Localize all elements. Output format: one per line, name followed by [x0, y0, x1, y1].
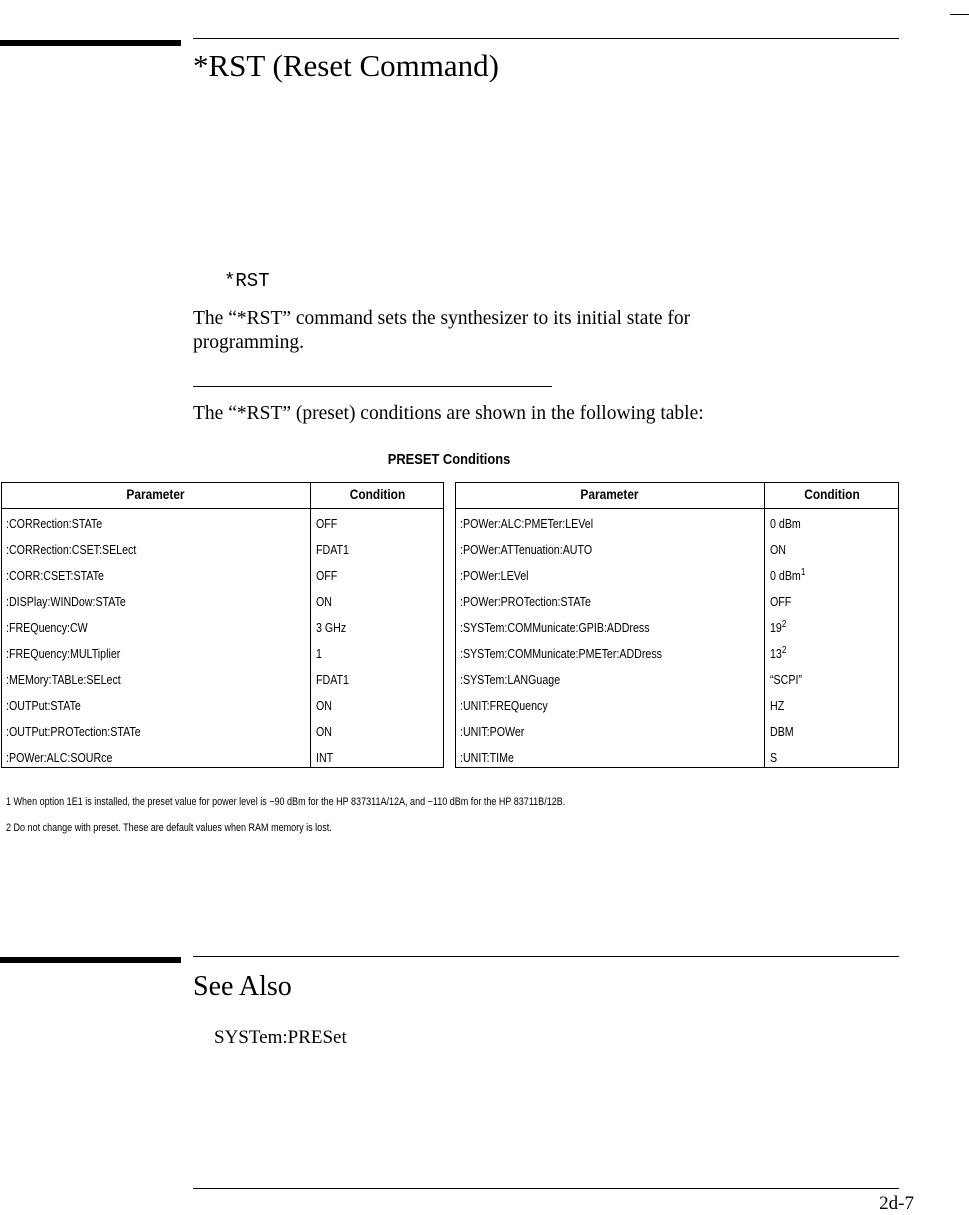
table-cell-condition: $13^2$	[770, 645, 787, 661]
table-cell-condition: OFF	[316, 516, 338, 531]
table-cell-parameter: :POWer:LEVel	[460, 568, 529, 583]
table-cell-parameter: :CORRection:STATe	[6, 516, 103, 531]
footnote-2: 2 Do not change with preset. These are default values when RAM memory is lost.	[6, 822, 332, 834]
corner-mark	[950, 14, 969, 15]
section-bar	[0, 40, 181, 46]
table-cell-condition: ON	[316, 594, 332, 609]
table-cell-parameter: :CORR:CSET:STATe	[6, 568, 104, 583]
table-cell-condition: DBM	[770, 724, 794, 739]
table-cell-condition: ON	[316, 698, 332, 713]
description-text: The “*RST” command sets the synthesizer to its initial state for programming.	[193, 308, 691, 353]
table-cell-condition: “SCPI”	[770, 672, 802, 687]
table-cell-condition: OFF	[770, 594, 792, 609]
right-header-parameter: Parameter	[580, 487, 639, 502]
left-header-rule	[1, 508, 444, 509]
page-title: *RST (Reset Command)	[193, 48, 499, 83]
table-cell-parameter: :POWer:PROTection:STATe	[460, 594, 591, 609]
table-cell-parameter: :FREQuency:CW	[6, 620, 88, 635]
table-cell-parameter: :SYSTem:LANGuage	[460, 672, 561, 687]
table-cell-condition: 3 GHz	[316, 620, 347, 635]
table-cell-parameter: :OUTPut:PROTection:STATe	[6, 724, 141, 739]
table-cell-condition: $19^2$	[770, 619, 787, 635]
table-cell-condition: 0 dBm$^1$	[770, 567, 806, 583]
table-cell-parameter: :POWer:ALC:PMETer:LEVel	[460, 516, 594, 531]
table-cell-parameter: :SYSTem:COMMunicate:PMETer:ADDress	[460, 646, 663, 661]
see-also-link[interactable]: SYSTem:PRESet	[214, 1027, 347, 1048]
left-header-condition: Condition	[349, 487, 406, 502]
short-rule	[193, 386, 552, 387]
section-rule	[193, 956, 899, 957]
table-cell-condition: OFF	[316, 568, 338, 583]
table-cell-parameter: :CORRection:CSET:SELect	[6, 542, 137, 557]
table-cell-condition: ON	[316, 724, 332, 739]
table-cell-parameter: :SYSTem:COMMunicate:GPIB:ADDress	[460, 620, 650, 635]
see-also-heading: See Also	[193, 971, 292, 1002]
table-cell-condition: FDAT1	[316, 542, 349, 557]
table-cell-parameter: :FREQuency:MULTiplier	[6, 646, 121, 661]
right-header-condition: Condition	[804, 487, 860, 502]
table-cell-parameter: :UNIT:POWer	[460, 724, 525, 739]
footnote-marker: 2	[781, 619, 787, 630]
table-title: PRESET Conditions	[387, 451, 511, 468]
table-cell-condition: INT	[316, 750, 334, 765]
section-bar	[0, 957, 181, 963]
table-cell-parameter: :UNIT:TIMe	[460, 750, 514, 765]
table-cell-condition: 0 dBm	[770, 516, 801, 531]
footnote-1: 1 When option 1E1 is installed, the preset value for power level is −90 dBm for the HP 837311A/12A, and −110 dBm for the HP 83711B/12B.	[6, 796, 566, 808]
right-column-divider	[764, 482, 765, 768]
table-cell-parameter: :DISPlay:WINDow:STATe	[6, 594, 126, 609]
table-cell-parameter: :UNIT:FREQuency	[460, 698, 548, 713]
left-column-divider	[310, 482, 311, 768]
syntax-command: *RST	[224, 270, 270, 292]
table-cell-parameter: :OUTPut:STATe	[6, 698, 81, 713]
footnote-marker: 1	[800, 567, 806, 578]
left-header-parameter: Parameter	[126, 487, 185, 502]
section-rule	[193, 38, 899, 39]
table-intro-text: The “*RST” (preset) conditions are shown in the following table:	[193, 403, 704, 424]
table-cell-condition: ON	[770, 542, 786, 557]
table-cell-parameter: :MEMory:TABLe:SELect	[6, 672, 121, 687]
footnote-marker: 2	[781, 645, 787, 656]
table-cell-condition: HZ	[770, 698, 785, 713]
table-cell-condition: S	[770, 750, 778, 765]
page-number: 2d-7	[879, 1193, 914, 1214]
table-cell-parameter: :POWer:ATTenuation:AUTO	[460, 542, 593, 557]
table-cell-condition: FDAT1	[316, 672, 349, 687]
right-header-rule	[455, 508, 899, 509]
footer-rule	[193, 1188, 899, 1189]
table-cell-parameter: :POWer:ALC:SOURce	[6, 750, 113, 765]
table-cell-condition: 1	[316, 646, 322, 661]
